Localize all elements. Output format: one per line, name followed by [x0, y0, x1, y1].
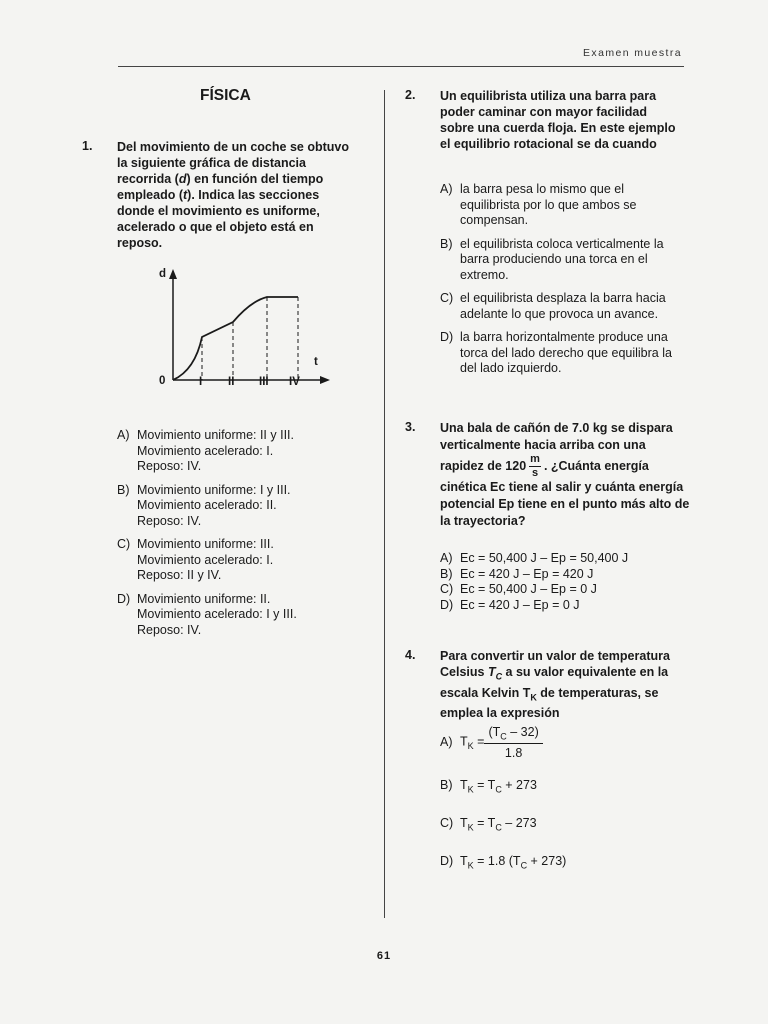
option-1b[interactable]: B) Movimiento uniforme: I y III. Movimiento acelerado: II. Reposo: IV.	[117, 482, 291, 528]
section-title: FÍSICA	[200, 87, 251, 104]
question-1-text: Del movimiento de un coche se obtuvo la siguiente gráfica de distancia recorrida (d) en función del tiempo empleado (t). Indica las secciones donde el movimiento es uniforme, acelerado o que el objeto está en reposo.	[117, 140, 349, 250]
option-1d[interactable]: D) Movimiento uniforme: II. Movimiento acelerado: I y III. Reposo: IV.	[117, 591, 297, 637]
header-label: Examen muestra	[583, 47, 682, 59]
unit-fraction: $\frac{m}{s}$	[530, 453, 540, 479]
option-2b[interactable]: B) el equilibrista coloca verticalmente la barra produciendo una torca en el extremo.	[440, 236, 664, 282]
column-divider	[384, 90, 385, 918]
option-4d[interactable]: D) $T_K = 1.8$ $(T_C + 273)$	[440, 854, 567, 871]
question-2-options	[440, 182, 685, 385]
option-3c[interactable]: C) Ec = 50,400 J – Ep = 0 J	[440, 582, 597, 596]
question-1-options	[117, 428, 367, 646]
distance-curve	[173, 297, 298, 380]
option-2c[interactable]: C) el equilibrista desplaza la barra hacia adelante lo que provoca un avance.	[440, 291, 666, 321]
x-axis-label: t	[314, 356, 318, 368]
option-3b[interactable]: B) Ec = 420 J – Ep = 420 J	[440, 566, 594, 581]
distance-time-graph	[155, 265, 335, 390]
tick-II: II	[228, 376, 235, 388]
question-2-text: Un equilibrista utiliza una barra para poder caminar con mayor facilidad sobre una cuerda floja. En este ejemplo el equilibrio rotacional se da cuando	[440, 89, 676, 151]
origin-label: 0	[159, 375, 166, 387]
page-number: 61	[376, 950, 392, 962]
question-4-text: Para convertir un valor de temperatura Celsius $T_C$ a su valor equivalente en la escala Kelvin $T_K$ de temperaturas, se emplea la expresión	[440, 649, 670, 720]
x-axis-arrow	[320, 376, 330, 384]
option-3a[interactable]: A) Ec = 50,400 J – Ep = 50,400 J	[440, 551, 629, 565]
tick-I: I	[199, 376, 203, 388]
y-axis-arrow	[169, 269, 177, 279]
option-4b[interactable]: B) $T_K = T_C + 273$	[440, 778, 537, 795]
option-2d[interactable]: D) la barra horizontalmente produce una torca del lado derecho que equilibra la del lado izquierdo.	[440, 330, 672, 375]
y-axis-label: d	[159, 268, 167, 280]
option-1a[interactable]: A) Movimiento uniforme: II y III. Movimiento acelerado: I. Reposo: IV.	[117, 428, 294, 473]
header-rule	[118, 66, 684, 67]
question-3-options	[440, 551, 685, 613]
question-3-number: 3.	[405, 420, 416, 434]
option-3d[interactable]: D) Ec = 420 J – Ep = 0 J	[440, 597, 580, 612]
option-2a[interactable]: A) la barra pesa lo mismo que el equilibrista por lo que ambos se compensan.	[440, 182, 637, 227]
option-4a[interactable]: A) $T_K$ = $\frac{(T_C - 32)}{1.8}$	[440, 725, 543, 760]
question-2-number: 2.	[405, 88, 416, 102]
tick-IV: IV	[289, 376, 300, 388]
question-1-number: 1.	[82, 139, 93, 153]
option-1c[interactable]: C) Movimiento uniforme: III. Movimiento acelerado: I. Reposo: II y IV.	[117, 537, 274, 582]
question-3-text: Una bala de cañón de 7.0 kg se dispara verticalmente hacia arriba con una rapidez de 120 $\frac{m}{s}$ . ¿Cuánta energía cinética Ec tiene al salir y cuánta energía potencial Ep tiene en el punto más alto de la trayectoria?	[440, 421, 690, 528]
question-4-number: 4.	[405, 648, 416, 662]
tick-III: III	[259, 376, 269, 388]
option-4c[interactable]: C) $T_K = T_C - 273$	[440, 816, 537, 833]
